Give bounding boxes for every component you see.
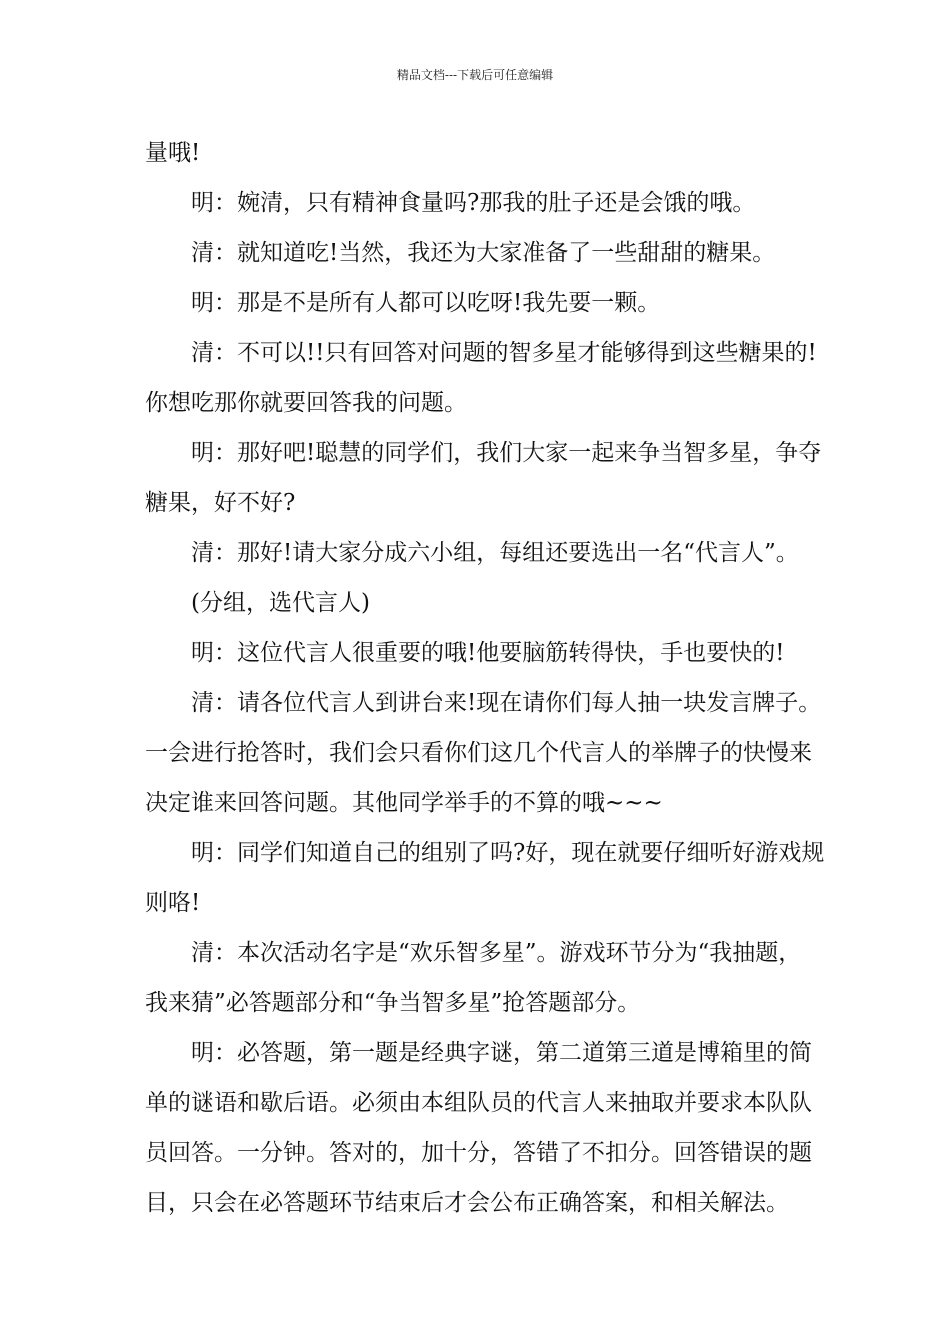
text-line: 量哦! <box>145 140 201 166</box>
text-line: 明：婉清，只有精神食量吗?那我的肚子还是会饿的哦。 <box>191 190 756 216</box>
text-line: 明：那是不是所有人都可以吃呀!我先要一颗。 <box>191 290 661 316</box>
text-line: 则咯! <box>145 890 201 916</box>
text-line: 清：本次活动名字是“欢乐智多星”。游戏环节分为“我抽题， <box>191 940 802 966</box>
text-line: 清：不可以!!只有回答对问题的智多星才能够得到这些糖果的! <box>191 340 817 366</box>
text-line: (分组，选代言人) <box>191 590 370 616</box>
document-body <box>145 128 825 1228</box>
text-line: 清：就知道吃!当然，我还为大家准备了一些甜甜的糖果。 <box>191 240 776 266</box>
text-line: 清：那好!请大家分成六小组，每组还要选出一名“代言人”。 <box>191 540 799 566</box>
text-line: 你想吃那你就要回答我的问题。 <box>145 390 467 416</box>
text-line: 一会进行抢答时，我们会只看你们这几个代言人的举牌子的快慢来 <box>145 740 812 766</box>
text-line: 目，只会在必答题环节结束后才会公布正确答案，和相关解法。 <box>145 1190 789 1216</box>
text-line: 明：同学们知道自己的组别了吗?好，现在就要仔细听好游戏规 <box>191 840 825 866</box>
text-line: 我来猜”必答题部分和“争当智多星”抢答题部分。 <box>145 990 641 1016</box>
text-line: 决定谁来回答问题。其他同学举手的不算的哦~~~ <box>145 790 663 816</box>
text-line: 明：这位代言人很重要的哦!他要脑筋转得快，手也要快的! <box>191 640 785 666</box>
text-line: 员回答。一分钟。答对的，加十分，答错了不扣分。回答错误的题 <box>145 1140 812 1166</box>
text-line: 明：必答题，第一题是经典字谜，第二道第三道是博箱里的简 <box>191 1040 812 1066</box>
text-line: 明：那好吧!聪慧的同学们，我们大家一起来争当智多星，争夺 <box>191 440 822 466</box>
text-line: 单的谜语和歇后语。必须由本组队员的代言人来抽取并要求本队队 <box>145 1090 812 1116</box>
text-line: 糖果，好不好? <box>145 490 296 516</box>
page-header: 精品文档---下载后可任意编辑 <box>396 68 554 82</box>
text-line: 清：请各位代言人到讲台来!现在请你们每人抽一块发言牌子。 <box>191 690 822 716</box>
